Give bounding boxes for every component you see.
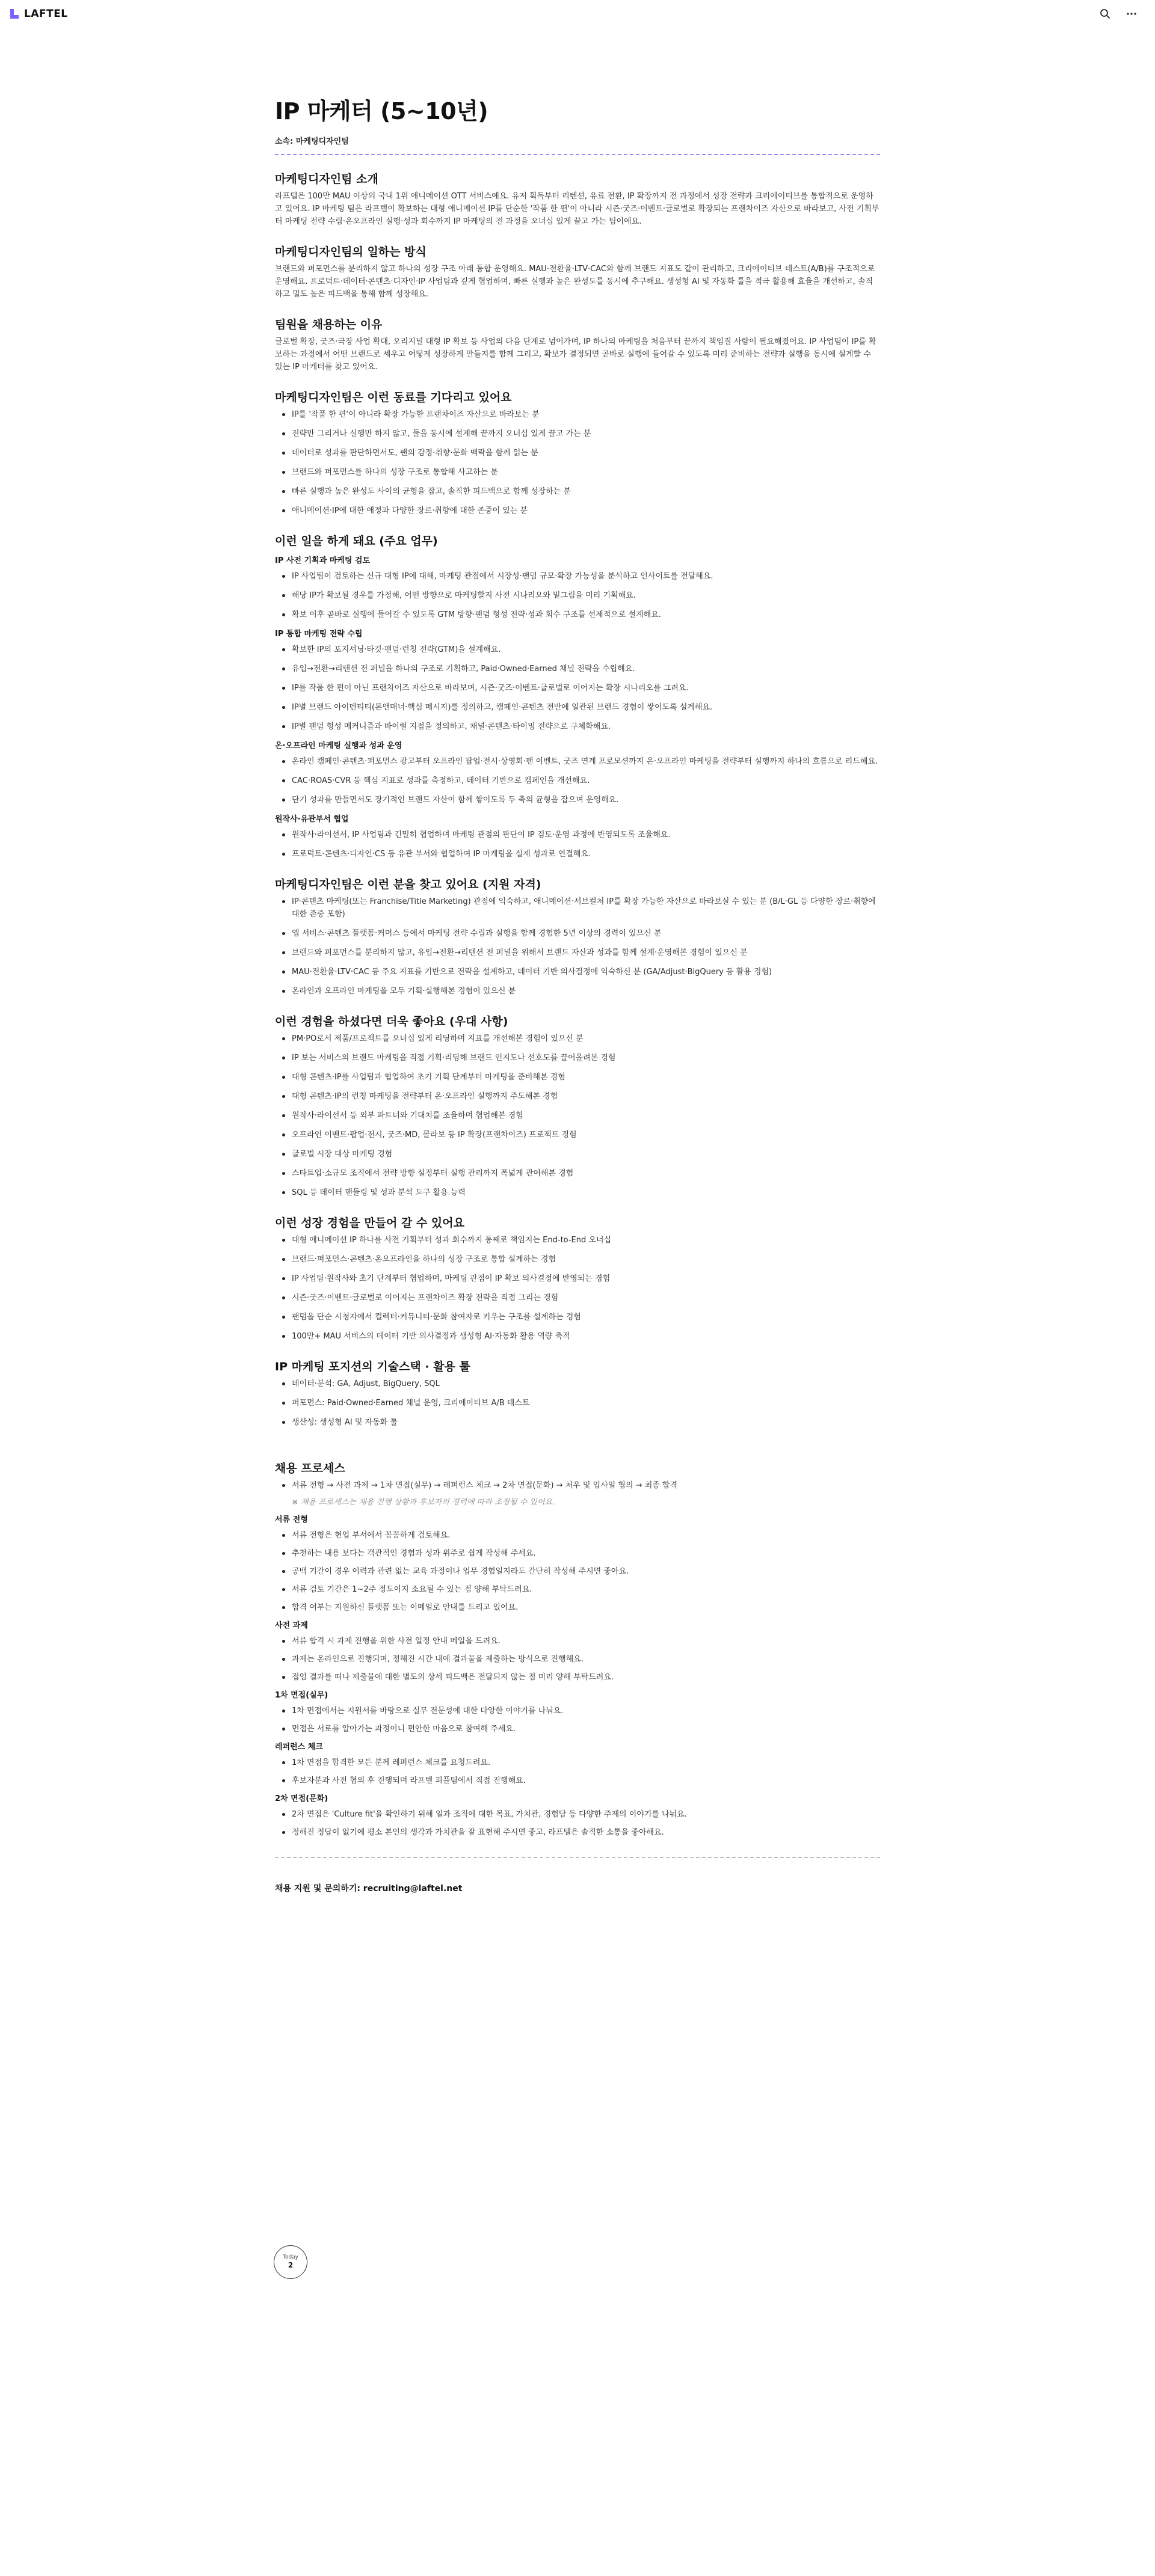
list-item: 스타트업·소규모 조직에서 전략 방향 설정부터 실행 관리까지 폭넓게 관여해본 경험 [275,1167,880,1180]
list-item: 1차 면접에서는 지원서를 바탕으로 실무 전문성에 대한 다양한 이야기를 나눠요. [275,1705,880,1717]
list-item: SQL 등 데이터 핸들링 및 성과 분석 도구 활용 능력 [275,1186,880,1199]
list-item: MAU·전환율·LTV·CAC 등 주요 지표를 기반으로 전략을 설계하고, 데이터 기반 의사결정에 익숙하신 분 (GA/Adjust·BigQuery 등 활용 경험) [275,966,880,978]
list-item: IP 보는 서비스의 브랜드 마케팅을 직접 기획·리딩해 브랜드 인지도나 선호도를 끌어올려본 경험 [275,1052,880,1064]
logo[interactable] [8,8,68,20]
divider [275,154,880,155]
section-heading-people: 마케팅디자인팀은 이런 동료를 기다리고 있어요 [275,391,512,404]
list-item: 브랜드와 퍼포먼스를 분리하지 않고, 유입→전환→리텐션 전 퍼널을 위해서 브랜드 자산과 성과를 함께 설계·운영해본 경험이 있으신 분 [275,946,880,959]
list-item: 퍼포먼스: Paid·Owned·Earned 채널 운영, 크리에이티브 A/B 테스트 [275,1397,880,1409]
stage-list [275,1756,880,1787]
list-item: 확보한 IP의 포지셔닝·타깃·팬덤·런칭 전략(GTM)을 설계해요. [275,643,880,656]
list-item: 팬덤을 단순 시청자에서 컬렉터·커뮤니티·문화 참여자로 키우는 구조를 설계하는 경험 [275,1311,880,1323]
department-label: 소속: 마케팅디자인팀 [275,137,349,146]
list-item: CAC·ROAS·CVR 등 핵심 지표로 성과를 측정하고, 데이터 기반으로 캠페인을 개선해요. [275,774,880,787]
duty-list [275,829,880,860]
section-heading-growth: 이런 성장 경험을 만들어 갈 수 있어요 [275,1216,464,1230]
list-item: 대형 콘텐츠·IP의 런칭 마케팅을 전략부터 온·오프라인 실행까지 주도해본 경험 [275,1090,880,1103]
why-text: 글로벌 확장, 굿즈·극장 사업 확대, 오리지널 대형 IP 확보 등 사업의 다음 단계로 넘어가며, IP 하나의 마케팅을 처음부터 끝까지 책임질 사람이 필요해졌어요. IP 사업팀이 IP를 확보하는 과정에서 어떤 브랜드로 세우고 어떻게 성장하게 만들지를 함께 그리고, 확보가 결정되면 곧바로 실행에 들어갈 수 있도록 미리 준비하는 전략과 실행을 동시에 설계할 수 있는 IP 마케터를 찾고 있어요. [275,337,876,372]
stage-title: 레퍼런스 체크 [275,1743,323,1752]
list-item: 생산성: 생성형 AI 및 자동화 툴 [275,1416,880,1429]
search-icon[interactable] [1098,7,1112,20]
list-item: 100만+ MAU 서비스의 데이터 기반 의사결정과 생성형 AI·자동화 활용 역량 축적 [275,1330,880,1343]
duty-group-title: IP 통합 마케팅 전략 수립 [275,630,363,639]
section-heading-why: 팀원을 채용하는 이유 [275,318,383,331]
list-item: 앱 서비스·콘텐츠 플랫폼·커머스 등에서 마케팅 전략 수립과 실행을 함께 경험한 5년 이상의 경력이 있으신 분 [275,927,880,940]
list-item: IP 사업팀·원작사와 초기 단계부터 협업하며, 마케팅 관점이 IP 확보 의사결정에 반영되는 경험 [275,1272,880,1285]
stage-title: 사전 과제 [275,1621,308,1630]
page-title: IP 마케터 (5~10년) [275,98,488,124]
duty-list [275,570,880,621]
list-item: 과제는 온라인으로 진행되며, 정해진 시간 내에 결과물을 제출하는 방식으로 진행해요. [275,1653,880,1666]
logo-icon [8,8,20,20]
list-item: 정해진 정답이 없기에 평소 본인의 생각과 가치관을 잘 표현해 주시면 좋고, 라프텔은 솔직한 소통을 좋아해요. [275,1826,880,1839]
top-bar [0,0,1155,28]
section-heading-preferred: 이런 경험을 하셨다면 더욱 좋아요 (우대 사항) [275,1015,508,1028]
list-item: IP별 브랜드 아이덴티티(톤앤매너·핵심 메시지)를 정의하고, 캠페인·콘텐츠 전반에 일관된 브랜드 경험이 쌓이도록 설계해요. [275,701,880,714]
about-text: 라프텔은 100만 MAU 이상의 국내 1위 애니메이션 OTT 서비스예요. 유저 획득부터 리텐션, 유료 전환, IP 확장까지 전 과정에서 성장 전략과 크리에이티브를 통합적으로 운영하고 있어요. IP 마케팅 팀은 라프텔이 확보하는 대형 애니메이션 IP를 단순한 '작품 한 편'이 아니라 시즌·굿즈·이벤트·글로벌로 확장되는 프랜차이즈 자산으로 바라보고, 사전 기획부터 마케팅 전략 수립·온오프라인 실행·성과 회수까지 IP 마케팅의 전 과정을 오너십 있게 끌고 가는 팀이에요. [275,192,879,226]
divider [275,1857,880,1858]
list-item: 후보자분과 사전 협의 후 진행되며 라프텔 피플팀에서 직접 진행해요. [275,1774,880,1787]
list-item: 확보 이후 곧바로 실행에 들어갈 수 있도록 GTM 방향·팬덤 형성 전략·성과 회수 구조를 선제적으로 설계해요. [275,609,880,621]
list-item: 유입→전환→리텐션 전 퍼널을 하나의 구조로 기획하고, Paid·Owned·Earned 채널 전략을 수립해요. [275,663,880,675]
list-item: 면접은 서로를 알아가는 과정이니 편안한 마음으로 참여해 주세요. [275,1723,880,1735]
list-item: 애니메이션·IP에 대한 애정과 다양한 장르·취향에 대한 존중이 있는 분 [275,504,880,517]
list-item: 서류 전형은 현업 부서에서 꼼꼼하게 검토해요. [275,1529,880,1542]
section-heading-qualifications: 마케팅디자인팀은 이런 분을 찾고 있어요 (지원 자격) [275,878,541,891]
section-heading-about: 마케팅디자인팀 소개 [275,173,378,186]
list-item: 대형 콘텐츠·IP를 사업팀과 협업하여 초기 기획 단계부터 마케팅을 준비해본 경험 [275,1071,880,1084]
list-item: 원작사·라이선서 등 외부 파트너와 기대치를 조율하며 협업해본 경험 [275,1109,880,1122]
stage-list [275,1705,880,1735]
logo-text: LAFTEL [24,8,68,20]
list-item: 데이터로 성과를 판단하면서도, 팬의 감정·취향·문화 맥락을 함께 읽는 분 [275,447,880,459]
duty-group-title: 온·오프라인 마케팅 실행과 성과 운영 [275,741,402,750]
list-item: 오프라인 이벤트·팝업·전시, 굿즈·MD, 콜라보 등 IP 확장(프랜차이즈) 프로젝트 경험 [275,1129,880,1141]
duty-list [275,643,880,733]
list-item: 데이터·분석: GA, Adjust, BigQuery, SQL [275,1378,880,1390]
today-label: Today [282,2254,299,2260]
more-icon[interactable] [1125,7,1138,20]
list-item: IP별 팬덤 형성 메커니즘과 바이럴 지점을 정의하고, 채널·콘텐츠·타이밍 전략으로 구체화해요. [275,720,880,733]
preferred-list [275,1032,880,1199]
list-item: 온라인 캠페인·콘텐츠·퍼포먼스 광고부터 오프라인 팝업·전시·상영회·팬 이벤트, 굿즈 연계 프로모션까지 온·오프라인 마케팅을 전략부터 실행까지 하나의 흐름으로 리드해요. [275,755,880,768]
duty-group-title: IP 사전 기획과 마케팅 검토 [275,556,371,565]
process-flow [275,1479,880,1492]
process-flow-text: 서류 전형 → 사전 과제 → 1차 면접(실무) → 레퍼런스 체크 → 2차 면접(문화) → 처우 및 입사일 협의 → 최종 합격 [275,1479,880,1492]
list-item: 원작사·라이선서, IP 사업팀과 긴밀히 협업하며 마케팅 관점의 판단이 IP 검토·운영 과정에 반영되도록 조율해요. [275,829,880,841]
stage-title: 2차 면접(문화) [275,1794,328,1803]
growth-list [275,1234,880,1343]
list-item: 브랜드와 퍼포먼스를 하나의 성장 구조로 통합해 사고하는 분 [275,466,880,479]
list-item: 1차 면접을 합격한 모든 분께 레퍼런스 체크를 요청드려요. [275,1756,880,1769]
stack-list [275,1378,880,1429]
list-item: 공백 기간이 경우 이력과 관련 없는 교육 과정이나 업무 경험일지라도 간단히 작성해 주시면 좋아요. [275,1565,880,1578]
stage-list [275,1635,880,1684]
today-counter [274,2245,307,2279]
list-item: 합격 여부는 지원하신 플랫폼 또는 이메일로 안내를 드리고 있어요. [275,1601,880,1614]
list-item: 전략만 그리거나 실행만 하지 않고, 둘을 동시에 설계해 끝까지 오너십 있게 끌고 가는 분 [275,428,880,440]
list-item: 온라인과 오프라인 마케팅을 모두 기획·실행해본 경험이 있으신 분 [275,985,880,998]
stage-list [275,1529,880,1614]
people-list [275,408,880,517]
list-item: 프로덕트·콘텐츠·디자인·CS 등 유관 부서와 협업하여 IP 마케팅을 실제 성과로 연결해요. [275,848,880,860]
stage-list [275,1808,880,1839]
list-item: IP 사업팀이 검토하는 신규 대형 IP에 대해, 마케팅 관점에서 시장성·팬덤 규모·확장 가능성을 분석하고 인사이트를 전달해요. [275,570,880,583]
section-heading-process: 채용 프로세스 [275,1462,345,1475]
job-posting [275,96,880,1895]
list-item: IP·콘텐츠 마케팅(또는 Franchise/Title Marketing) 관점에 익숙하고, 애니메이션·서브컬처 IP를 확장 가능한 자산으로 바라보실 수 있는 분 (B/L·GL 등 다양한 장르·취향에 대한 존중 포함) [275,895,880,921]
list-item: 서류 검토 기간은 1~2주 정도이지 소요될 수 있는 점 양해 부탁드려요. [275,1583,880,1596]
list-item: 대형 애니메이션 IP 하나를 사전 기획부터 성과 회수까지 통째로 책임지는 End-to-End 오너십 [275,1234,880,1247]
list-item: 추천하는 내용 보다는 객관적인 경험과 성과 위주로 쉽게 작성해 주세요. [275,1547,880,1560]
today-count: 2 [288,2261,294,2269]
list-item: 서류 합격 시 과제 진행을 위한 사전 일정 안내 메일을 드려요. [275,1635,880,1648]
list-item: 글로벌 시장 대상 마케팅 경험 [275,1148,880,1161]
list-item: 2차 면접은 'Culture fit'을 확인하기 위해 일과 조직에 대한 목표, 가치관, 경험담 등 다양한 주제의 이야기를 나눠요. [275,1808,880,1821]
list-item: IP를 작품 한 편이 아닌 프랜차이즈 자산으로 바라보며, 시즌·굿즈·이벤트·글로벌로 이어지는 확장 시나리오를 그려요. [275,682,880,695]
contact-text[interactable]: 채용 지원 및 문의하기: recruiting@laftel.net [275,1884,463,1894]
process-note: ※ 채용 프로세스는 채용 진행 상황과 후보자의 경력에 따라 조정될 수 있어요. [292,1498,555,1507]
stage-title: 서류 전형 [275,1515,308,1524]
list-item: IP를 '작품 한 편'이 아니라 확장 가능한 프랜차이즈 자산으로 바라보는 분 [275,408,880,421]
how-text: 브랜드와 퍼포먼스를 분리하지 않고 하나의 성장 구조 아래 통합 운영해요. MAU·전환율·LTV·CAC와 함께 브랜드 지표도 같이 관리하고, 크리에이티브 테스트(A/B)를 구조적으로 운영해요. 프로덕트·데이터·콘텐츠·디자인·IP 사업팀과 깊게 협업하며, 빠른 실행과 높은 완성도를 동시에 추구해요. 생성형 AI 및 자동화 툴을 적극 활용해 효율을 개선하고, 솔직하고 밀도 높은 피드백을 통해 함께 성장해요. [275,265,875,299]
list-item: 시즌·굿즈·이벤트·글로벌로 이어지는 프랜차이즈 확장 전략을 직접 그리는 경험 [275,1292,880,1304]
duty-list [275,755,880,806]
list-item: 빠른 실행과 높은 완성도 사이의 균형을 잡고, 솔직한 피드백으로 함께 성장하는 분 [275,485,880,498]
list-item: 단기 성과를 만들면서도 장기적인 브랜드 자산이 함께 쌓이도록 두 축의 균형을 잡으며 운영해요. [275,794,880,806]
list-item: 브랜드·퍼포먼스·콘텐츠·온오프라인을 하나의 성장 구조로 통합 설계하는 경험 [275,1253,880,1266]
list-item: 접엄 결과를 떠나 제출물에 대한 별도의 상세 피드백은 전달되지 않는 점 미리 양해 부탁드려요. [275,1671,880,1684]
stage-title: 1차 면접(실무) [275,1691,328,1700]
section-heading-how: 마케팅디자인팀의 일하는 방식 [275,245,427,259]
qualifications-list [275,895,880,998]
section-heading-stack: IP 마케팅 포지션의 기술스택 · 활용 툴 [275,1360,470,1373]
duty-group-title: 원작사·유관부서 협업 [275,815,349,824]
section-heading-duties: 이런 일을 하게 돼요 (주요 업무) [275,535,438,548]
list-item: PM·PO로서 제품/프로젝트를 오너십 있게 리딩하며 지표를 개선해본 경험이 있으신 분 [275,1032,880,1045]
list-item: 해당 IP가 확보될 경우를 가정해, 어떤 방향으로 마케팅할지 사전 시나리오와 밑그림을 미리 기획해요. [275,589,880,602]
